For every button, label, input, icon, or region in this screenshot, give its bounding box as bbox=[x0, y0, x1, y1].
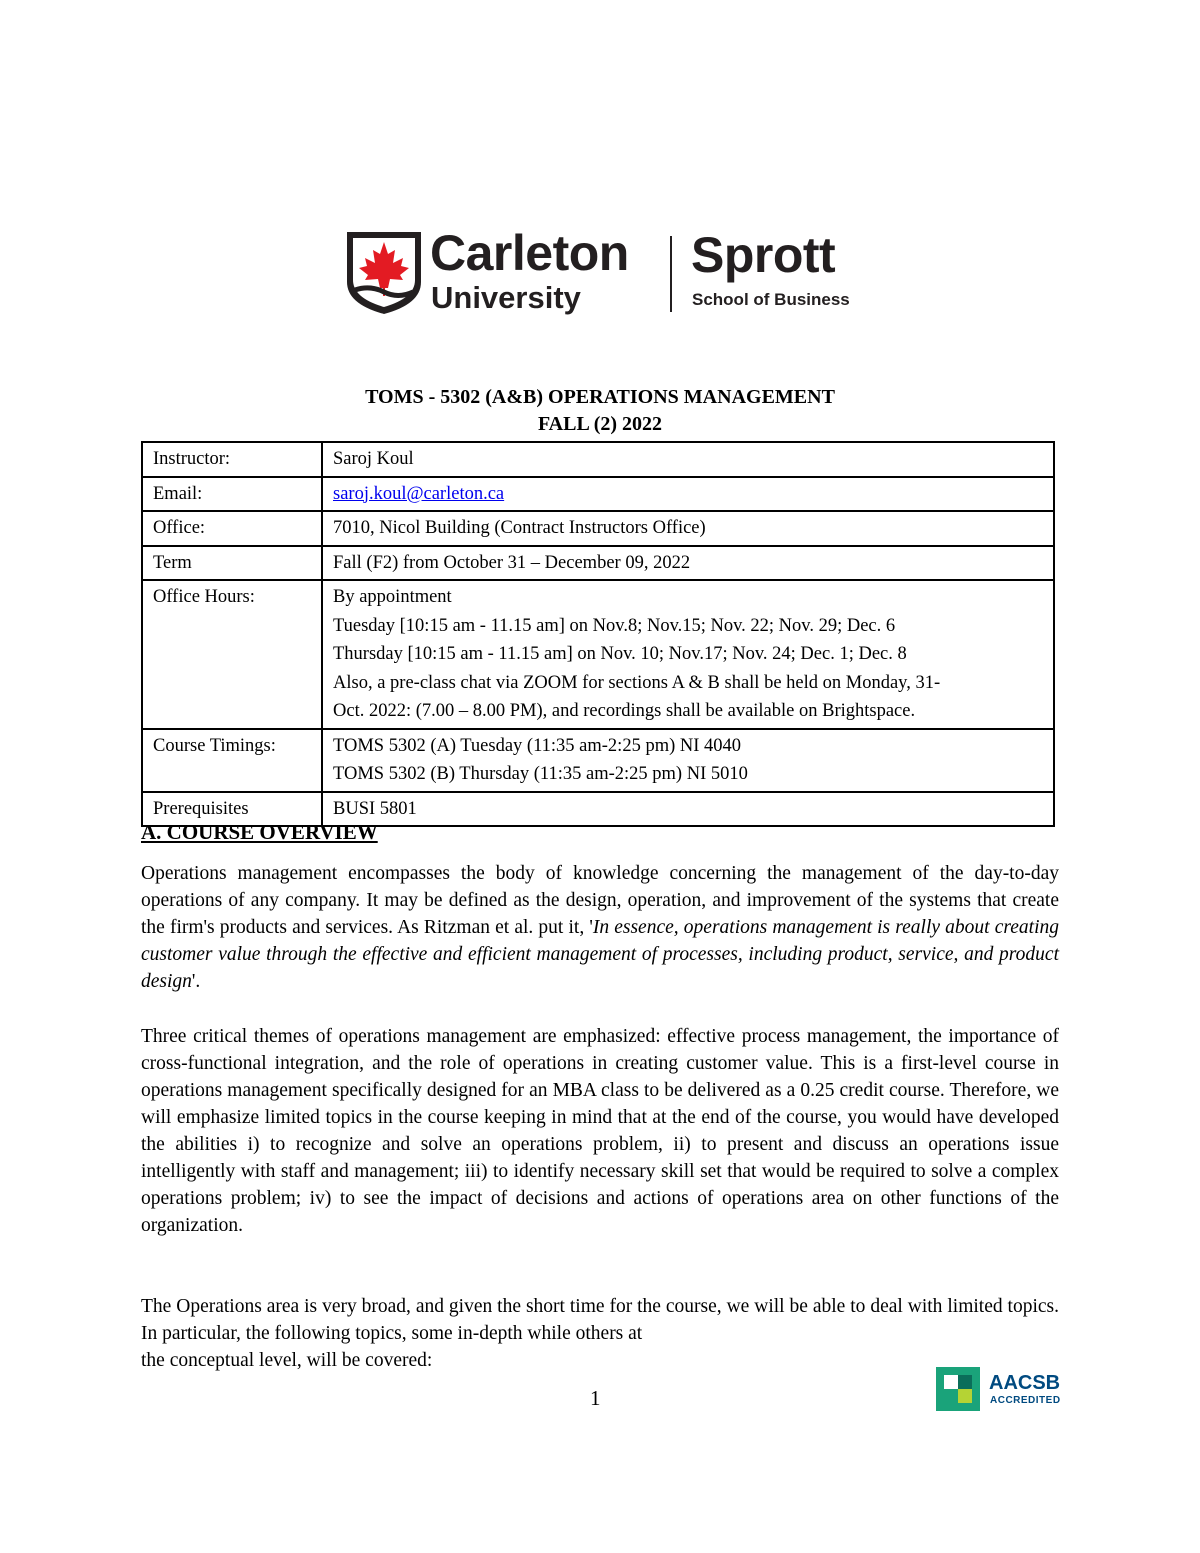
course-timing-line: TOMS 5302 (B) Thursday (11:35 am-2:25 pm) NI 5010 bbox=[333, 764, 748, 784]
office-hours-label: Office Hours: bbox=[142, 580, 322, 729]
office-hours-line: By appointment bbox=[333, 587, 452, 607]
section-heading-course-overview: A. COURSE OVERVIEW bbox=[141, 820, 378, 844]
table-row bbox=[142, 729, 1054, 792]
page-number: 1 bbox=[590, 1386, 601, 1410]
course-term-title: FALL (2) 2022 bbox=[537, 413, 663, 435]
maple-leaf-shield-icon bbox=[345, 230, 423, 316]
course-timing-line: TOMS 5302 (A) Tuesday (11:35 am-2:25 pm) NI 4040 bbox=[333, 735, 742, 756]
university-wordmark: University bbox=[431, 280, 581, 315]
logo-divider bbox=[670, 236, 672, 312]
prerequisites-label: Prerequisites bbox=[142, 792, 322, 827]
term-label: Term bbox=[142, 546, 322, 581]
office-hours-value bbox=[322, 580, 1054, 729]
paragraph-text: Operations management encompasses the body of knowledge concerning the management of the day-to-day operations of any company. It may be defined as the design, operation, and improvement of the systems that create the firm's products and services. As Ritzman et al. put it, ' bbox=[141, 863, 1059, 938]
sprott-wordmark: Sprott bbox=[691, 227, 836, 283]
overview-paragraph-2: Three critical themes of operations management are emphasized: effective process management, the importance of cross-functional integration, and the role of operations in creating customer value. This is a first-level course in operations management specifically designed for an MBA class to be delivered as a 0.25 credit course. Therefore, we will emphasize limited topics in the course keeping in mind that at the end of the course, you would have developed the abilities i) to recognize and solve an operations problem, ii) to present and discuss an operations issue intelligently with staff and management; iii) to identify necessary skill set that would be required to solve a complex operations problem; iv) to see the impact of decisions and actions of operations area on other functions of the organization. bbox=[141, 1026, 1059, 1236]
office-label: Office: bbox=[142, 511, 322, 546]
aacsb-wordmark: AACSB bbox=[989, 1372, 1061, 1394]
term-value: Fall (F2) from October 31 – December 09, 2022 bbox=[322, 546, 1054, 581]
accredited-label: ACCREDITED bbox=[990, 1395, 1061, 1406]
instructor-value: Saroj Koul bbox=[322, 442, 1054, 477]
table-row bbox=[142, 546, 1054, 581]
paragraph-text: the conceptual level, will be covered: bbox=[141, 1350, 433, 1371]
course-timings-value bbox=[322, 729, 1054, 792]
instructor-label: Instructor: bbox=[142, 442, 322, 477]
overview-paragraph-1 bbox=[141, 860, 1059, 995]
email-link[interactable]: saroj.koul@carleton.ca bbox=[333, 483, 505, 504]
office-hours-line: Thursday [10:15 am - 11.15 am] on Nov. 10; Nov.17; Nov. 24; Dec. 1; Dec. 8 bbox=[333, 644, 907, 664]
office-hours-line: Tuesday [10:15 am - 11.15 am] on Nov.8; Nov.15; Nov. 22; Nov. 29; Dec. 6 bbox=[333, 615, 896, 636]
paragraph-text: The Operations area is very broad, and given the short time for the course, we will be able to deal with limited topics. In particular, the following topics, some in-depth while others at bbox=[141, 1296, 1059, 1344]
table-row bbox=[142, 580, 1054, 729]
overview-paragraph-3 bbox=[141, 1293, 1059, 1374]
office-hours-line: Oct. 2022: (7.00 – 8.00 PM), and recordings shall be available on Brightspace. bbox=[333, 701, 916, 721]
email-label: Email: bbox=[142, 477, 322, 512]
table-row bbox=[142, 511, 1054, 546]
aacsb-accredited-badge bbox=[936, 1367, 1071, 1411]
carleton-wordmark: Carleton bbox=[430, 225, 629, 281]
ritzman-quote: In essence, operations management is really about creating customer value through the effective and efficient management of processes, including product, service, and product design bbox=[141, 917, 1059, 992]
office-value: 7010, Nicol Building (Contract Instructors Office) bbox=[322, 511, 1054, 546]
carleton-sprott-logo bbox=[345, 225, 857, 320]
table-row bbox=[142, 477, 1054, 512]
prerequisites-value: BUSI 5801 bbox=[322, 792, 1054, 827]
course-title: TOMS - 5302 (A&B) OPERATIONS MANAGEMENT bbox=[365, 386, 835, 408]
table-row bbox=[142, 442, 1054, 477]
school-of-business-wordmark: School of Business bbox=[692, 290, 850, 309]
office-hours-line: Also, a pre-class chat via ZOOM for sections A & B shall be held on Monday, 31- bbox=[333, 672, 941, 693]
course-info-table bbox=[141, 441, 1055, 827]
aacsb-logo-icon bbox=[936, 1367, 982, 1411]
email-cell bbox=[322, 477, 1054, 512]
course-timings-label: Course Timings: bbox=[142, 729, 322, 792]
paragraph-text: '. bbox=[191, 971, 201, 992]
